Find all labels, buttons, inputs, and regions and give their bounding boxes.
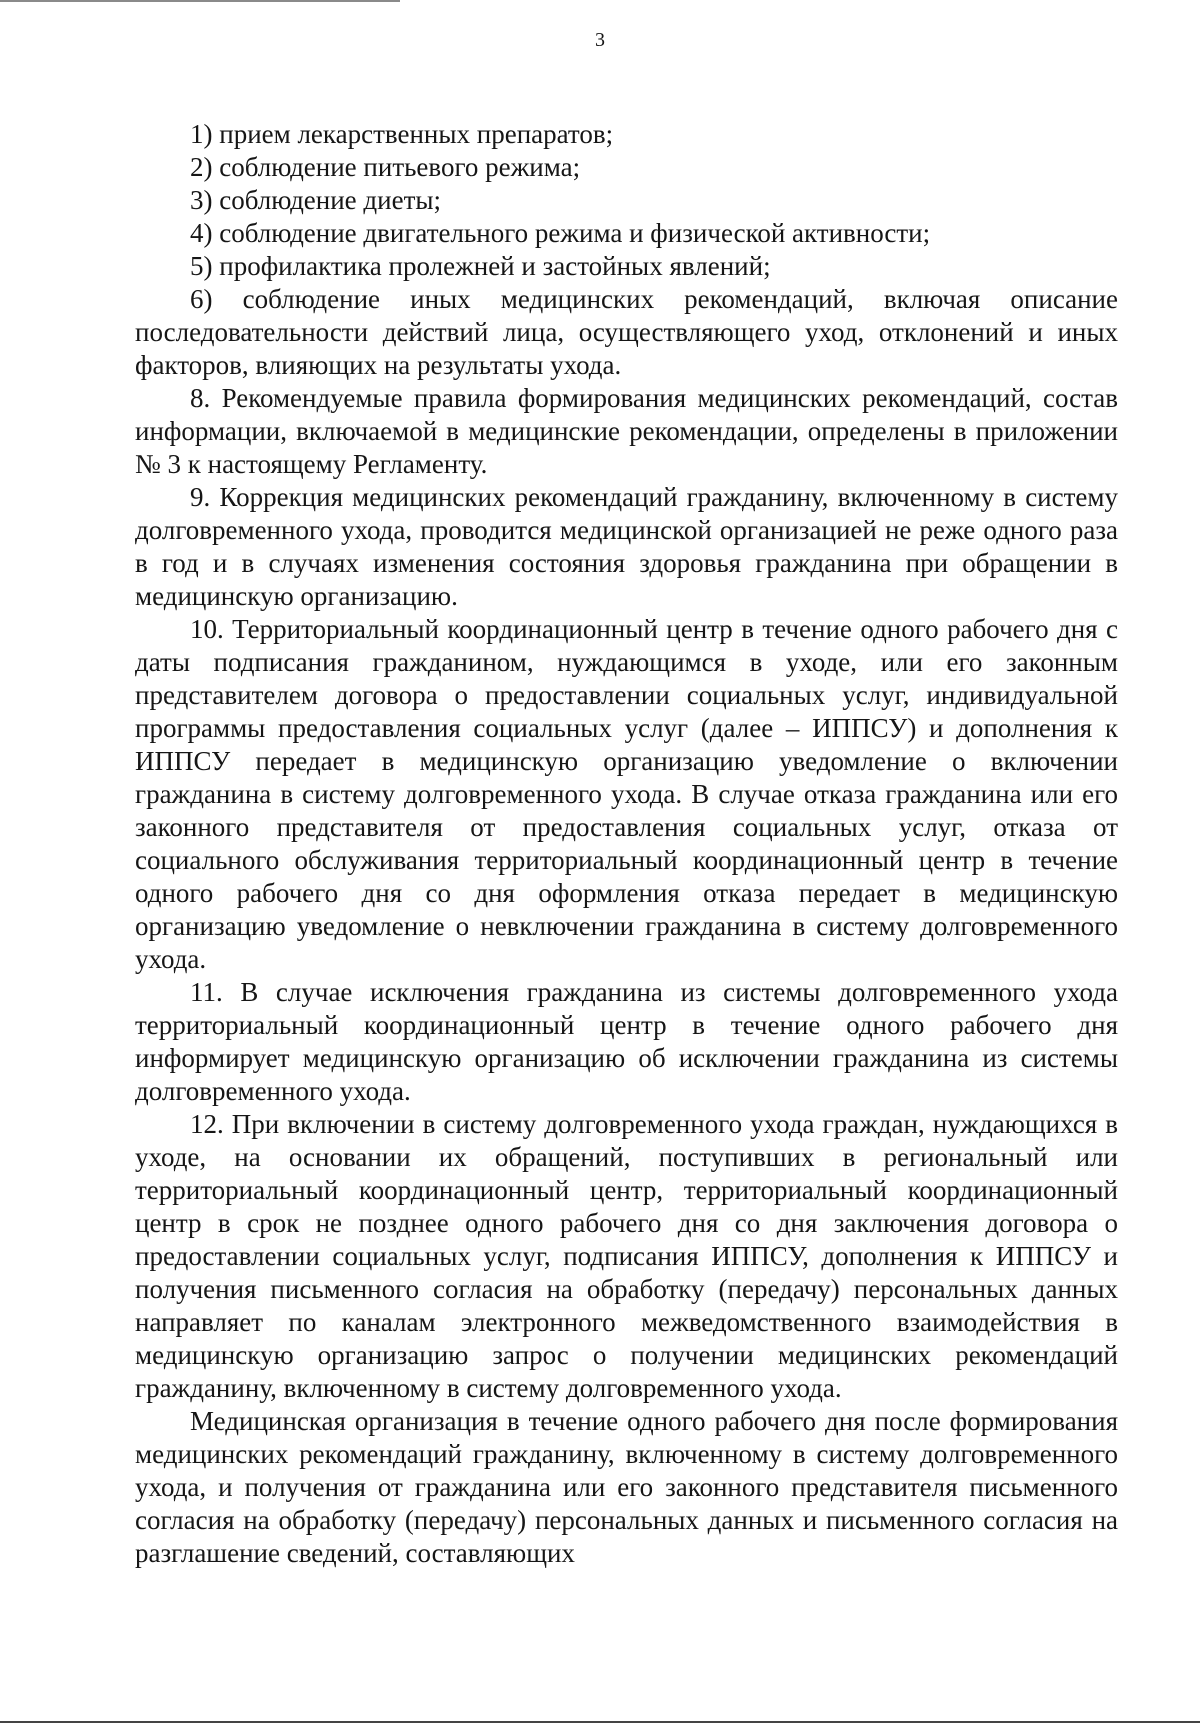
scan-edge-top [0,0,400,2]
paragraph-10: 10. Территориальный координационный центр в течение одного рабочего дня с даты подписания гражданином, нуждающимся в уходе, или его законным представителем договора о предоставлении социальных услуг, индивидуальной программы предоставления социальных услуг (далее – ИППСУ) и дополнения к ИППСУ передает в медицинскую организацию уведомление о включении гражданина в систему долговременного ухода. В случае отказа гражданина или его законного представителя от предоставления социальных услуг, отказа от социального обслуживания территориальный координационный центр в течение одного рабочего дня со дня оформления отказа передает в медицинскую организацию уведомление о невключении гражданина в систему долговременного ухода. [135,614,1118,974]
list-item: 2) соблюдение питьевого режима; [190,152,581,182]
paragraph-8: 8. Рекомендуемые правила формирования медицинских рекомендаций, состав информации, включаемой в медицинские рекомендации, определены в приложении № 3 к настоящему Регламенту. [135,383,1118,479]
paragraph-11: 11. В случае исключения гражданина из системы долговременного ухода территориальный координационный центр в течение одного рабочего дня информирует медицинскую организацию об исключении гражданина из системы долговременного ухода. [135,977,1118,1106]
paragraph-continuation: Медицинская организация в течение одного рабочего дня после формирования медицинских рекомендаций гражданину, включенному в систему долговременного ухода, и получения от гражданина или его законного представителя письменного согласия на обработку (передачу) персональных данных и письменного согласия на разглашение сведений, составляющих [135,1406,1118,1568]
paragraph-12: 12. При включении в систему долговременного ухода граждан, нуждающихся в уходе, на основании их обращений, поступивших в региональный или территориальный координационный центр, территориальный координационный центр в срок не позднее одного рабочего дня со дня заключения договора о предоставлении социальных услуг, подписания ИППСУ, дополнения к ИППСУ и получения письменного согласия на обработку (передачу) персональных данных направляет по каналам электронного межведомственного взаимодействия в медицинскую организацию запрос о получении медицинских рекомендаций гражданину, включенному в систему долговременного ухода. [135,1109,1118,1403]
list-item: 5) профилактика пролежней и застойных явлений; [190,251,771,281]
page-number: 3 [595,29,605,51]
document-body [135,118,1118,1570]
list-item: 3) соблюдение диеты; [190,185,442,215]
list-item: 4) соблюдение двигательного режима и физической активности; [190,218,931,248]
paragraph-9: 9. Коррекция медицинских рекомендаций гражданину, включенному в систему долговременного ухода, проводится медицинской организацией не реже одного раза в год и в случаях изменения состояния здоровья гражданина при обращении в медицинскую организацию. [135,482,1118,611]
list-item: 6) соблюдение иных медицинских рекомендаций, включая описание последовательности действий лица, осуществляющего уход, отклонений и иных факторов, влияющих на результаты ухода. [135,284,1118,380]
list-item: 1) прием лекарственных препаратов; [190,119,614,149]
